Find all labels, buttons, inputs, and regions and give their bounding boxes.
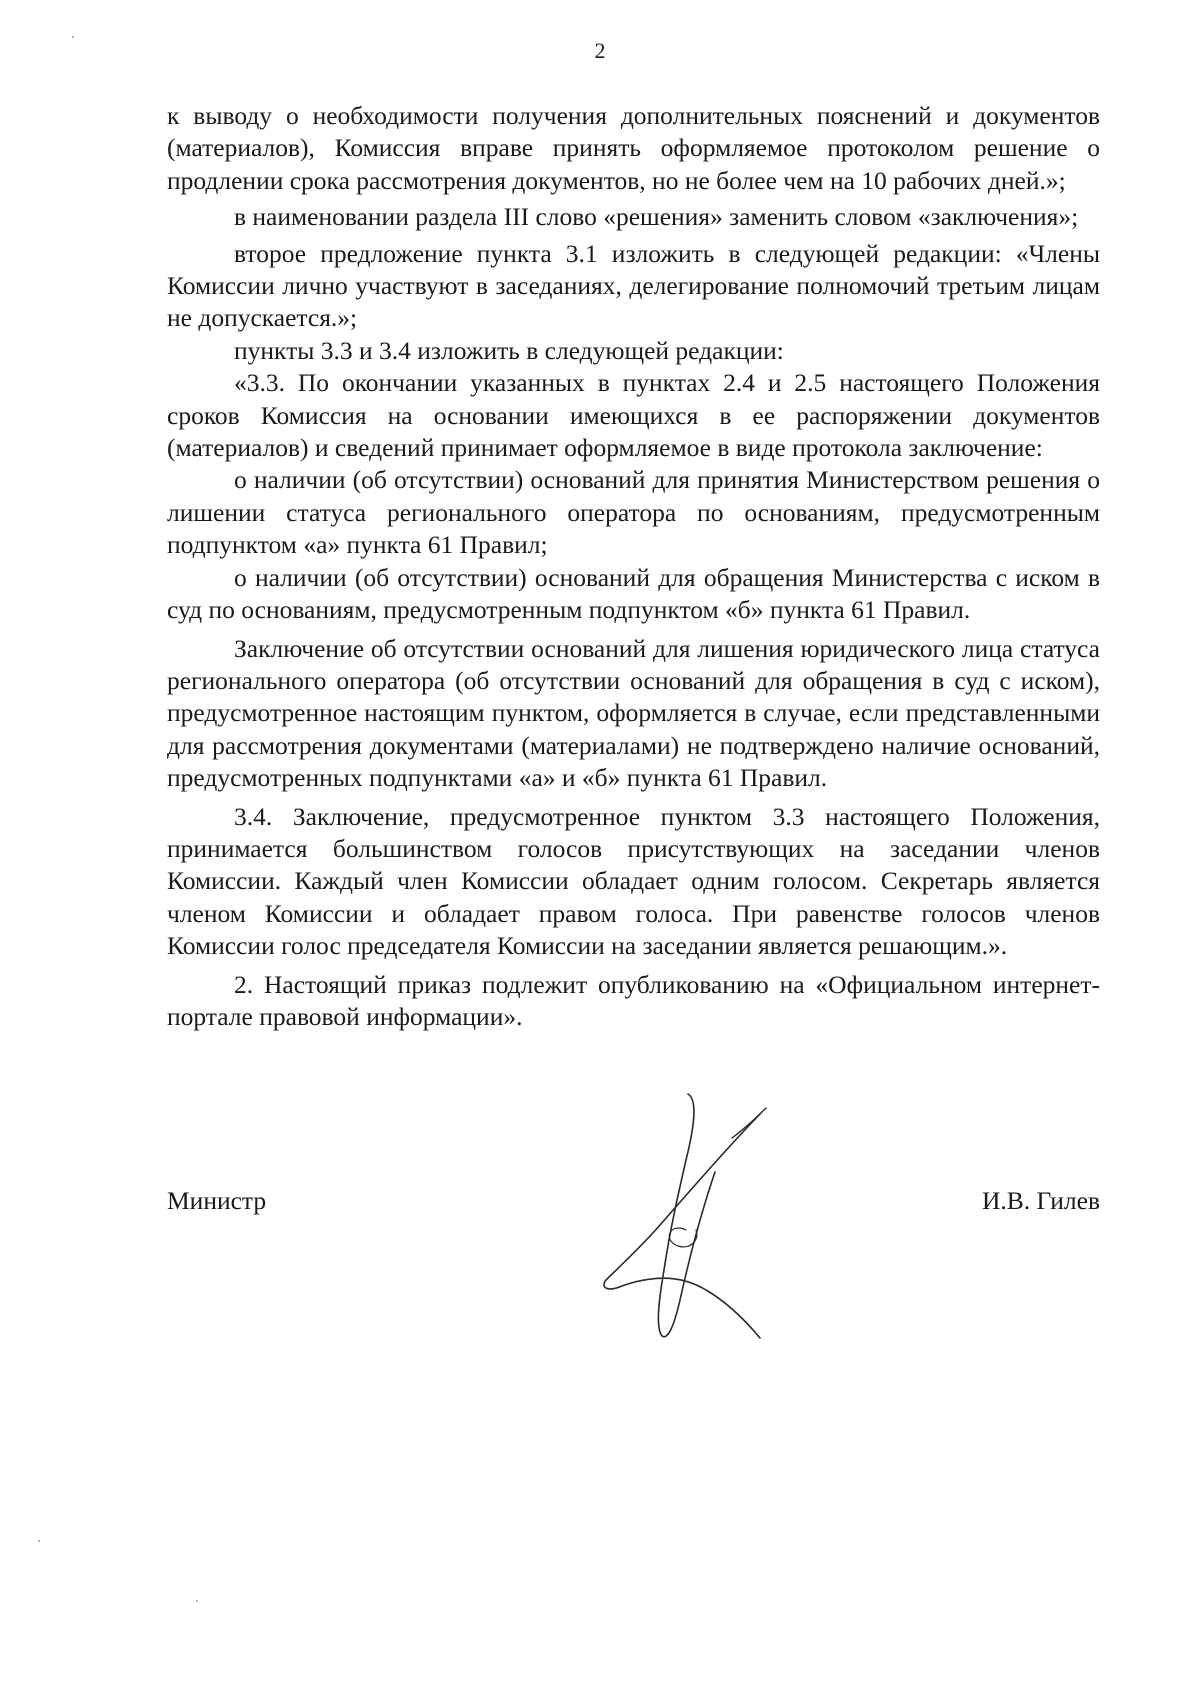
paragraph-publication: 2. Настоящий приказ подлежит опубликованию на «Официальном интернет-портале правовой информации». [167, 969, 1100, 1031]
paragraph-clause-3-1: второе предложение пункта 3.1 изложить в следующей редакции: «Члены Комиссии лично участвуют в заседаниях, делегирование полномочий третьим лицам не допускается.»; [167, 238, 1100, 333]
scan-speck [72, 36, 74, 38]
paragraph-conclusion-absence: Заключение об отсутствии оснований для лишения юридического лица статуса регионального оператора (об отсутствии оснований для обращения в суд с иском), предусмотренное настоящим пунктом, оформляется в случае, если представленными для рассмотрения документами (материалами) не подтверждено наличие оснований, предусмотренных подпунктами «а» и «б» пункта 61 Правил. [167, 633, 1100, 793]
paragraph-subclause-b: о наличии (об отсутствии) оснований для обращения Министерства с иском в суд по основаниям, предусмотренным подпунктом «б» пункта 61 Правил. [167, 562, 1100, 625]
scan-speck [38, 1540, 40, 1542]
paragraph-clause-3-3: «3.3. По окончании указанных в пунктах 2.4 и 2.5 настоящего Положения сроков Комиссия на основании имеющихся в ее распоряжении документов (материалов) и сведений принимает оформляемое в виде протокола заключение: [167, 368, 1100, 463]
paragraph-continuation: к выводу о необходимости получения дополнительных пояснений и документов (материалов), Комиссия вправе принять оформляемое протоколом решение о продлении срока рассмотрения документов, но не более чем на 10 рабочих дней.»; [167, 101, 1100, 195]
scan-speck [196, 1600, 198, 1602]
handwritten-signature [600, 1090, 830, 1340]
document-body [167, 100, 1100, 1033]
page-number: 2 [594, 38, 606, 63]
paragraph-subclause-a: о наличии (об отсутствии) оснований для принятия Министерством решения о лишении статуса регионального оператора по основаниям, предусмотренным подпунктом «а» пункта 61 Правил; [167, 465, 1100, 560]
paragraph-clauses-intro: пункты 3.3 и 3.4 изложить в следующей редакции: [234, 335, 784, 365]
signatory-name: И.В. Гилев [981, 1186, 1100, 1215]
paragraph-section-title-change: в наименовании раздела III слово «решения» заменить словом «заключения»; [234, 202, 1079, 232]
signatory-title: Министр [167, 1186, 267, 1215]
paragraph-clause-3-4: 3.4. Заключение, предусмотренное пунктом 3.3 настоящего Положения, принимается большинством голосов присутствующих на заседании членов Комиссии. Каждый член Комиссии обладает одним голосом. Секретарь является членом Комиссии и обладает правом голоса. При равенстве голосов членов Комиссии голос председателя Комиссии на заседании является решающим.». [167, 801, 1100, 961]
